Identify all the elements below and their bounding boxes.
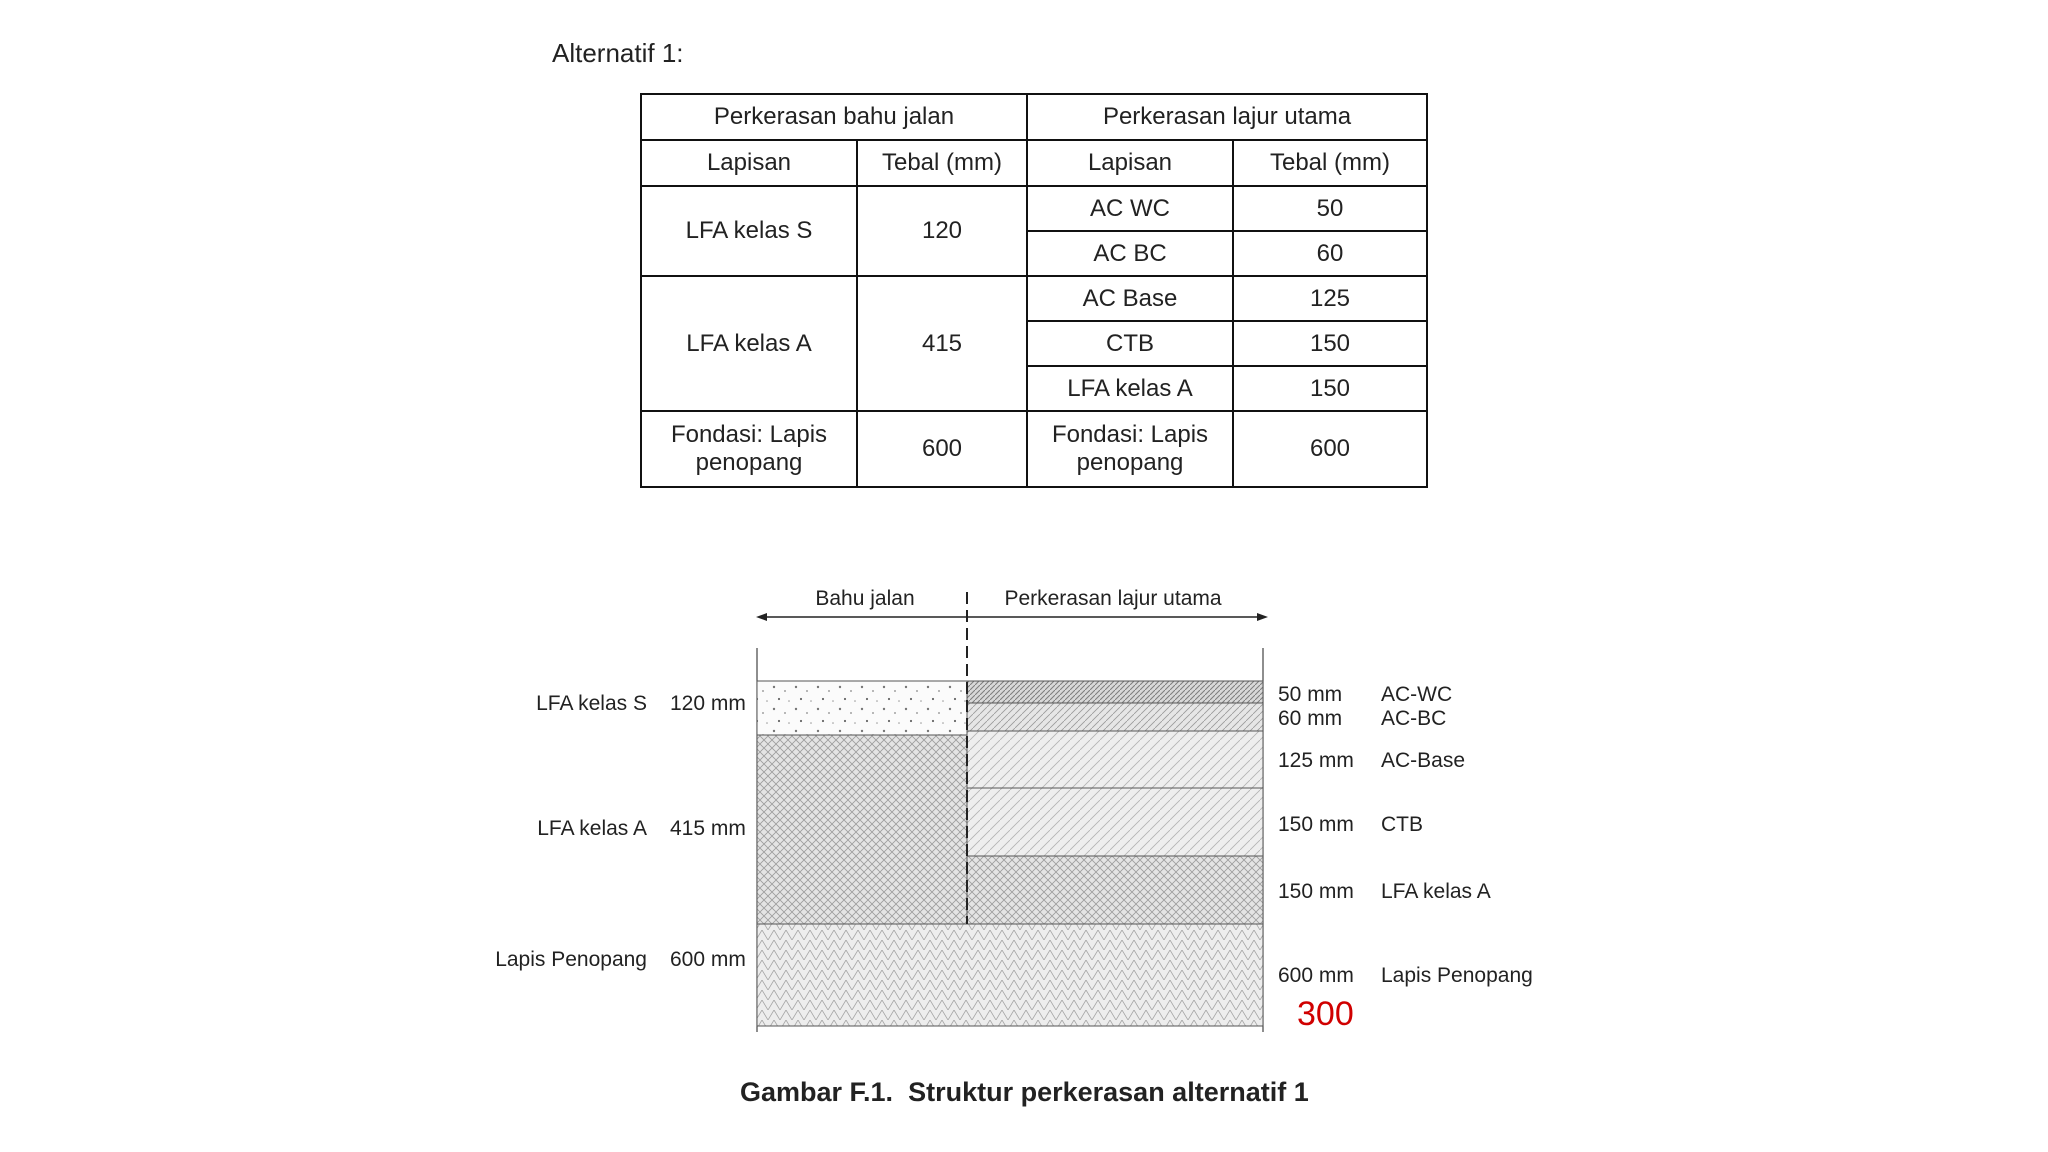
table-cell: 60 [1233, 231, 1427, 276]
table-cell: Fondasi: Lapis penopang [641, 411, 857, 487]
col-header-thickness: Tebal (mm) [857, 140, 1027, 186]
layer-ac-wc [967, 681, 1263, 703]
table-cell: AC BC [1027, 231, 1233, 276]
left-layer-name: LFA kelas S [536, 692, 647, 715]
table-cell: LFA kelas S [641, 186, 857, 276]
left-layer-name: LFA kelas A [537, 817, 647, 840]
right-layer-name: AC-BC [1381, 707, 1447, 730]
table-cell: 50 [1233, 186, 1427, 231]
col-header-layer: Lapisan [641, 140, 857, 186]
table-cell: AC Base [1027, 276, 1233, 321]
layer-ctb [967, 788, 1263, 856]
col-header-layer: Lapisan [1027, 140, 1233, 186]
layer-lfa-kelas-a-main [967, 856, 1263, 924]
right-layer-thickness: 60 mm [1278, 707, 1343, 730]
table-cell: 600 [1233, 411, 1427, 487]
diagram-header-shoulder: Bahu jalan [815, 587, 915, 610]
table-cell: 150 [1233, 321, 1427, 366]
table-cell: 415 [857, 276, 1027, 411]
right-layer-thickness: 150 mm [1278, 813, 1354, 836]
right-layer-name: CTB [1381, 813, 1423, 836]
caption-number: Gambar F.1. [740, 1077, 894, 1107]
col-header-thickness: Tebal (mm) [1233, 140, 1427, 186]
table-cell: LFA kelas A [1027, 366, 1233, 411]
right-layer-thickness: 150 mm [1278, 880, 1354, 903]
layer-lfa-kelas-s-shoulder [757, 681, 967, 735]
width-arrow [756, 613, 1268, 621]
caption-title: Struktur perkerasan alternatif 1 [908, 1077, 1309, 1107]
right-layer-thickness: 600 mm [1278, 964, 1354, 987]
table-cell: 600 [857, 411, 1027, 487]
left-layer-thickness: 600 mm [670, 948, 746, 971]
table-cell: 120 [857, 186, 1027, 276]
layer-lfa-kelas-a-shoulder [757, 735, 967, 924]
table-cell: Fondasi: Lapis penopang [1027, 411, 1233, 487]
group-header-shoulder: Perkerasan bahu jalan [641, 94, 1027, 140]
right-layer-thickness: 50 mm [1278, 683, 1343, 706]
left-layer-thickness: 415 mm [670, 817, 746, 840]
table-cell: AC WC [1027, 186, 1233, 231]
section-heading: Alternatif 1: [552, 38, 684, 68]
right-layer-name: LFA kelas A [1381, 880, 1491, 903]
right-layer-name: Lapis Penopang [1381, 964, 1533, 987]
figure-caption [740, 1077, 1309, 1108]
diagram-header-main-lane: Perkerasan lajur utama [1004, 587, 1222, 610]
layer-ac-base [967, 731, 1263, 788]
table-cell: 125 [1233, 276, 1427, 321]
red-annotation: 300 [1297, 995, 1354, 1033]
layer-lapis-penopang [757, 924, 1263, 1026]
table-cell: CTB [1027, 321, 1233, 366]
layer-ac-bc [967, 703, 1263, 731]
right-layer-name: AC-WC [1381, 683, 1453, 706]
left-layer-thickness: 120 mm [670, 692, 746, 715]
table-cell: 150 [1233, 366, 1427, 411]
table-cell: LFA kelas A [641, 276, 857, 411]
group-header-main-lane: Perkerasan lajur utama [1027, 94, 1427, 140]
left-layer-name: Lapis Penopang [495, 948, 647, 971]
right-layer-name: AC-Base [1381, 749, 1466, 772]
right-layer-thickness: 125 mm [1278, 749, 1354, 772]
